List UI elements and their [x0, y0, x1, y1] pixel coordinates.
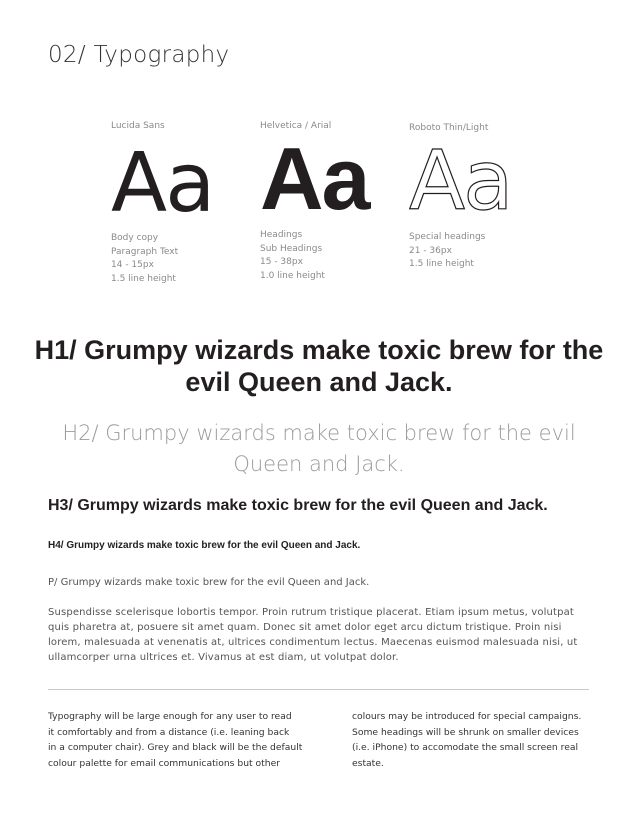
font-name: Lucida Sans — [111, 121, 165, 131]
notes-right-column — [352, 709, 581, 771]
font-spec-line: 1.5 line height — [409, 259, 474, 269]
font-spec-line: Sub Headings — [260, 243, 323, 254]
font-spec-line: Paragraph Text — [111, 246, 179, 257]
notes-left-column — [48, 709, 302, 771]
font-specimen: Aa — [260, 129, 369, 228]
heading-1-sample: H1/ Grumpy wizards make toxic brew for the evil Queen and Jack. — [34, 335, 604, 397]
divider — [48, 689, 589, 690]
font-spec-line: 21 - 36px — [409, 245, 452, 256]
font-specimen: Aa — [409, 134, 512, 229]
note-line: it comfortably and from a distance (i.e. leaning back — [48, 726, 290, 738]
heading-4-sample: H4/ Grumpy wizards make toxic brew for the evil Queen and Jack. — [48, 540, 361, 551]
paragraph-sample: P/ Grumpy wizards make toxic brew for the evil Queen and Jack. — [48, 577, 370, 588]
note-line: estate. — [352, 757, 384, 769]
note-line: (i.e. iPhone) to accomodate the small screen real — [352, 742, 579, 753]
font-name: Helvetica / Arial — [260, 121, 332, 131]
note-line: colour palette for email communications but other — [48, 757, 281, 769]
note-line: in a computer chair). Grey and black will be the default — [48, 742, 303, 753]
font-specs — [111, 232, 213, 286]
font-specimen: Aa — [111, 136, 214, 231]
font-specs — [260, 229, 369, 283]
heading-3-sample: H3/ Grumpy wizards make toxic brew for the evil Queen and Jack. — [48, 497, 548, 514]
font-spec-line: Special headings — [409, 232, 486, 242]
font-spec-line: 15 - 38px — [260, 257, 303, 267]
page-title: 02/ Typography — [48, 42, 230, 68]
note-line: colours may be introduced for special campaigns. — [352, 711, 582, 722]
note-line: Some headings will be shrunk on smaller devices — [352, 726, 579, 738]
font-spec-line: 14 - 15px — [111, 260, 154, 270]
font-spec-line: Body copy — [111, 233, 159, 243]
note-line: Typography will be large enough for any user to read — [48, 711, 292, 722]
font-specs — [409, 231, 511, 272]
font-spec-line: 1.5 line height — [111, 273, 176, 284]
heading-2-sample: H2/ Grumpy wizards make toxic brew for the evil Queen and Jack. — [62, 421, 576, 476]
font-column-roboto — [409, 123, 511, 272]
font-name: Roboto Thin/Light — [409, 123, 489, 133]
font-spec-line: 1.0 line height — [260, 270, 325, 281]
body-paragraph: Suspendisse scelerisque lobortis tempor. Proin rutrum tristique placerat. Etiam ipsum metus, volutpat quis pharetra at, posuere sit amet quam. Donec sit amet dolor eget arcu dictum tristique. Proin nisi lorem, malesuada at venenatis at, ultrices condimentum lectus. Maecenas euismod malesuada nisi, ut ullamcorper urna ultrices et. Vivamus at est diam, ut volutpat dolor. — [48, 607, 578, 663]
font-column-helvetica — [260, 121, 369, 283]
font-spec-line: Headings — [260, 230, 303, 240]
font-column-lucida — [111, 121, 213, 286]
